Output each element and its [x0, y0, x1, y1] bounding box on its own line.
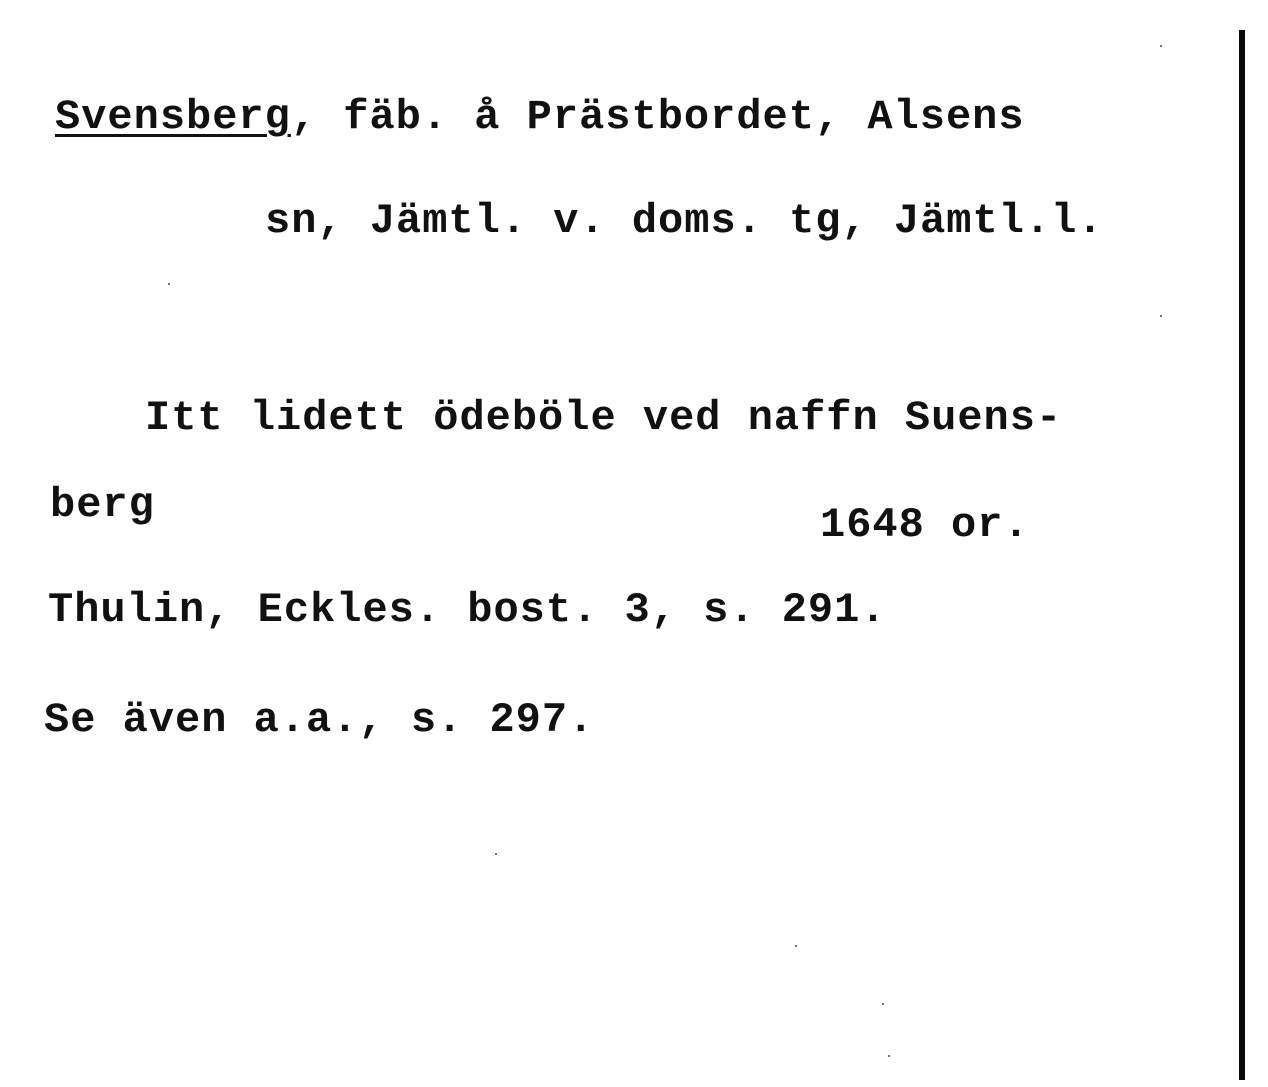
heading-keyword: Svensberg	[55, 93, 291, 141]
dust-speck	[1160, 315, 1162, 317]
dust-speck	[795, 945, 797, 947]
quote-line-2-word: berg	[50, 481, 155, 529]
reference-line-2: Se även a.a., s. 297.	[44, 696, 595, 744]
dust-speck	[1160, 45, 1162, 47]
quote-line-1: Itt lidett ödeböle ved naffn Suens-	[145, 394, 1063, 442]
dust-speck	[882, 1003, 884, 1005]
dust-speck	[168, 283, 170, 285]
heading-line-1-rest: , fäb. å Prästbordet, Alsens	[290, 93, 1025, 141]
heading-line-1	[55, 92, 1025, 142]
dust-speck	[888, 1055, 890, 1057]
heading-line-2: sn, Jämtl. v. doms. tg, Jämtl.l.	[265, 197, 1104, 245]
quote-line-2-year: 1648 or.	[820, 501, 1030, 549]
dust-speck	[495, 853, 497, 855]
reference-line-1: Thulin, Eckles. bost. 3, s. 291.	[48, 586, 887, 634]
card-edge-border	[1239, 30, 1245, 1080]
